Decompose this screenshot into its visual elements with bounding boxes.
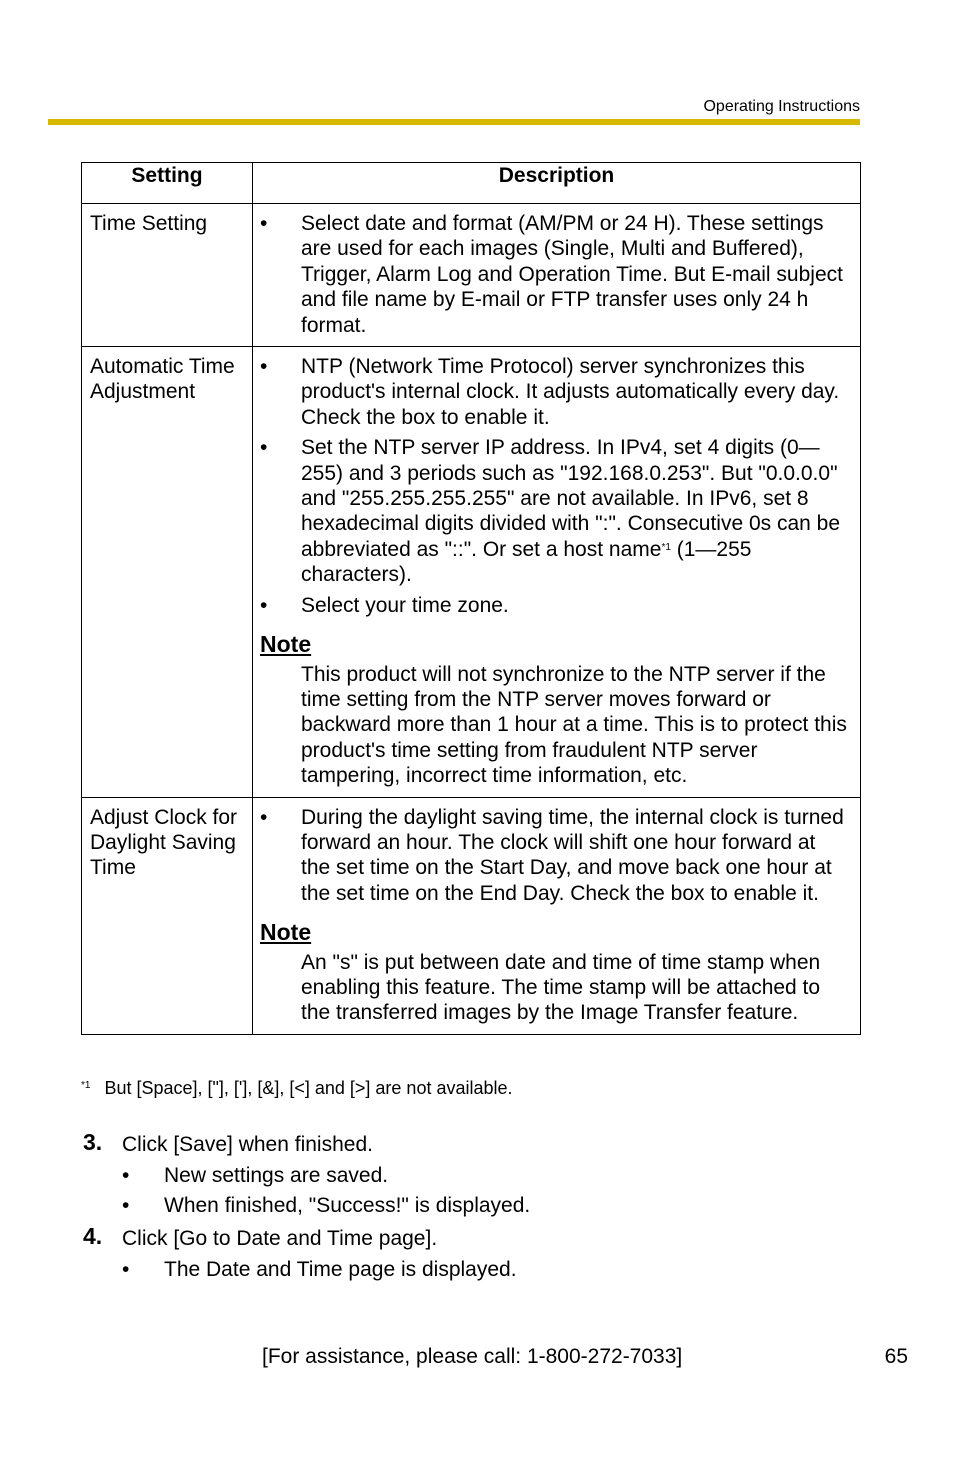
table-header-row	[82, 163, 861, 204]
setting-name: Adjust Clock for Daylight Saving Time	[82, 797, 253, 1034]
bullet-icon: •	[260, 805, 268, 829]
list-item-text: New settings are saved.	[164, 1164, 389, 1187]
list-item	[260, 354, 850, 430]
list-item-text: Select date and format (AM/PM or 24 H). These settings are used for each images (Single, Multi and Buffered), Trigger, Alarm Log and Operation Time. But E-mail subject and file name by E-mail or FTP transfer uses only 24 h format.	[301, 212, 843, 337]
steps-list	[81, 1130, 861, 1288]
bullet-icon: •	[122, 1258, 130, 1281]
column-header-setting: Setting	[82, 163, 253, 204]
step-item	[81, 1224, 861, 1254]
setting-name: Time Setting	[82, 204, 253, 347]
list-item	[81, 1191, 861, 1221]
list-item-text: The Date and Time page is displayed.	[164, 1258, 517, 1281]
note-heading: Note	[260, 919, 312, 946]
assistance-phone-text: [For assistance, please call: 1-800-272-7033]	[262, 1345, 683, 1368]
list-item-text: Set the NTP server IP address. In IPv4, set 4 digits (0—255) and 3 periods such as "192.168.0.253". But "0.0.0.0" and "255.255.255.255" are not available. In IPv6, set 8 hexadecimal digits divided with ":". Consecutive 0s can be abbreviated as "::". Or set a host name	[301, 436, 841, 561]
note-heading: Note	[260, 631, 312, 658]
list-item-text: When finished, "Success!" is displayed.	[164, 1194, 531, 1217]
settings-table	[81, 162, 861, 1035]
column-header-description: Description	[253, 163, 861, 204]
footnote-text: But [Space], ["], ['], [&], [<] and [>] are not available.	[104, 1078, 513, 1098]
note-body: This product will not synchronize to the NTP server if the time setting from the NTP server moves forward or backward more than 1 hour at a time. This is to protect this product's time setting from fraudulent NTP server tampering, incorrect time information, etc.	[301, 662, 847, 788]
setting-name: Automatic Time Adjustment	[82, 347, 253, 798]
step-sub-list	[81, 1161, 861, 1221]
step-text: Click [Save] when finished.	[122, 1133, 373, 1156]
bullet-icon: •	[260, 355, 268, 379]
table-row	[82, 347, 861, 798]
bullet-list	[260, 211, 850, 338]
setting-description	[253, 204, 861, 347]
page-number: 65	[884, 1345, 908, 1368]
bullet-icon: •	[260, 212, 268, 235]
step-sub-list	[81, 1255, 861, 1285]
note-body: An "s" is put between date and time of time stamp when enabling this feature. The time stamp will be attached to the transferred images by the Image Transfer feature.	[301, 950, 821, 1025]
list-item-text: NTP (Network Time Protocol) server synchronizes this product's internal clock. It adjusts automatically every day. Check the box to enable it.	[301, 355, 840, 429]
list-item-text-continued: (1—255 characters).	[301, 537, 752, 587]
setting-description	[253, 797, 861, 1034]
bullet-icon: •	[260, 593, 268, 617]
list-item	[260, 211, 850, 338]
list-item	[81, 1255, 861, 1285]
header-rule	[48, 119, 860, 125]
footnote	[81, 1078, 513, 1099]
step-number: 4.	[83, 1223, 103, 1249]
step-text: Click [Go to Date and Time page].	[122, 1227, 438, 1250]
table-row	[82, 204, 861, 347]
bullet-list	[260, 354, 850, 618]
table-row	[82, 797, 861, 1034]
list-item-text: Select your time zone.	[301, 593, 509, 617]
bullet-icon: •	[122, 1164, 130, 1187]
bullet-icon: •	[260, 436, 268, 460]
bullet-list	[260, 805, 850, 907]
step-item	[81, 1130, 861, 1160]
list-item	[81, 1161, 861, 1191]
list-item	[260, 805, 850, 907]
bullet-icon: •	[122, 1194, 130, 1217]
list-item-text: During the daylight saving time, the internal clock is turned forward an hour. The clock will shift one hour forward at the set time on the Start Day, and move back one hour at the set time on the End Day. Check the box to enable it.	[301, 805, 844, 905]
footnote-reference: *1	[661, 541, 671, 553]
step-number: 3.	[83, 1129, 103, 1155]
list-item	[260, 593, 850, 618]
footnote-mark: *1	[81, 1080, 91, 1091]
setting-description	[253, 347, 861, 798]
running-header: Operating Instructions	[703, 98, 860, 115]
list-item	[260, 435, 850, 587]
